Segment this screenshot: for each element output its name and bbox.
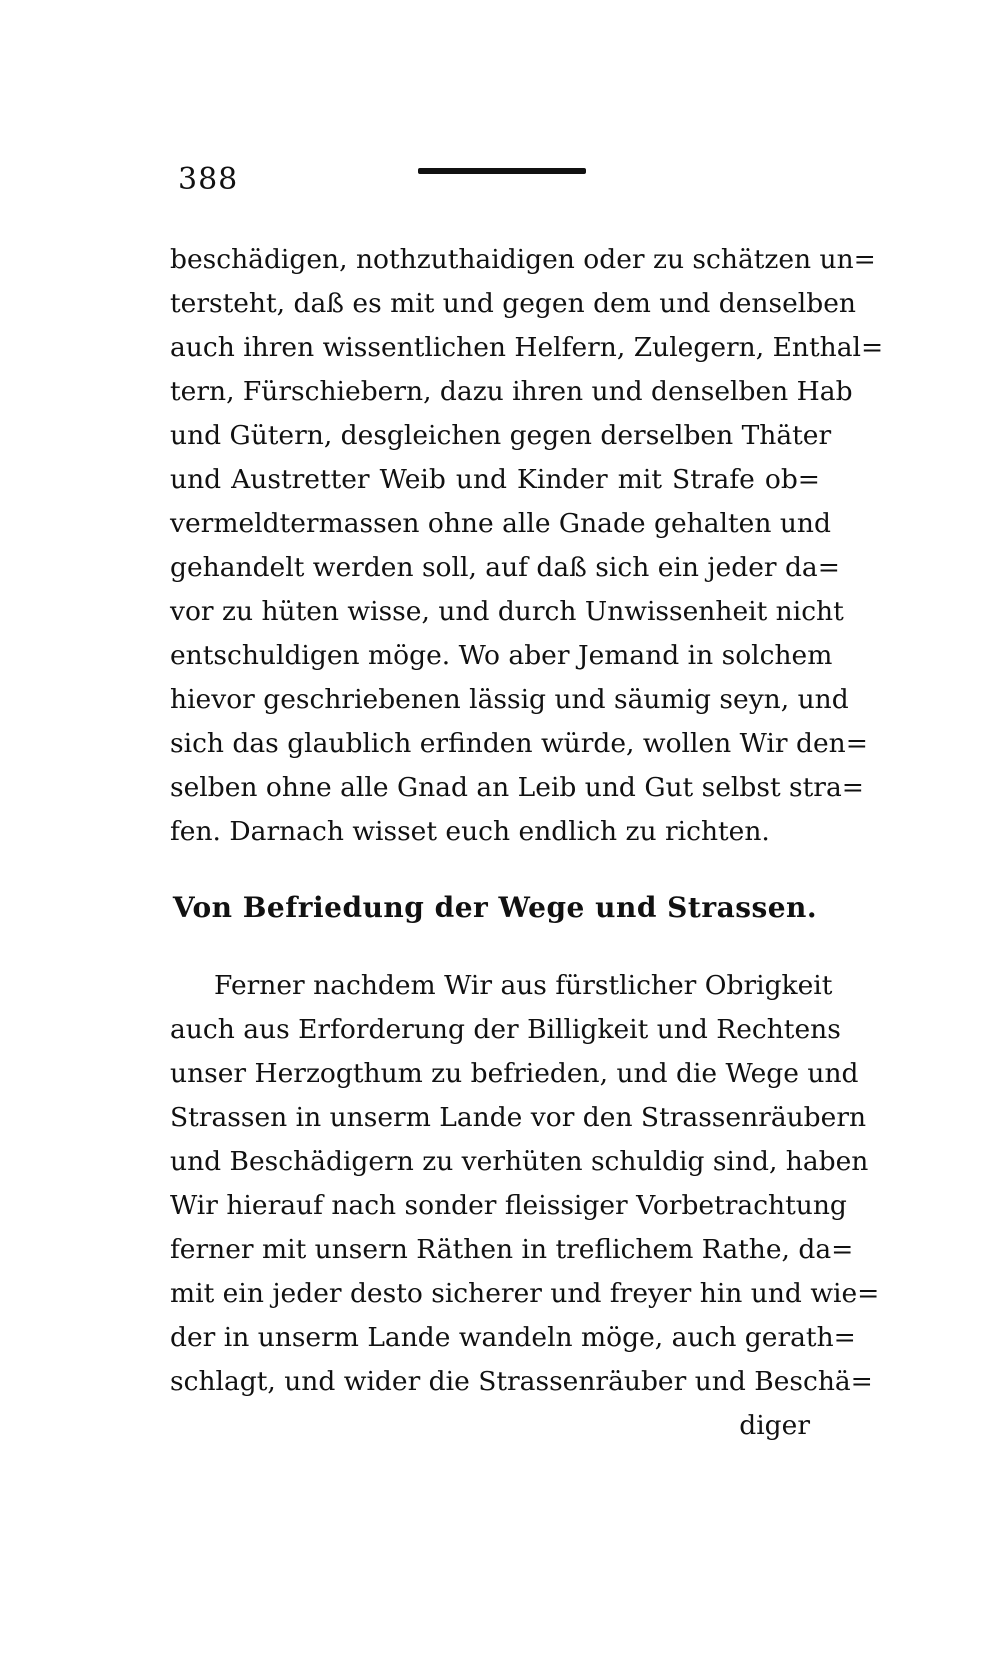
paragraph-1 xyxy=(170,238,884,854)
text-line: auch aus Erforderung der Billigkeit und Rechtens xyxy=(170,1014,841,1045)
text-line: und Austretter Weib und Kinder mit Strafe ob= xyxy=(170,464,820,495)
text-line: und Beschädigern zu verhüten schuldig sind, haben xyxy=(170,1146,869,1177)
text-line: beschädigen, nothzuthaidigen oder zu schätzen un= xyxy=(170,244,876,275)
text-line: gehandelt werden soll, auf daß sich ein jeder da= xyxy=(170,552,840,583)
text-line: hievor geschriebenen lässig und säumig seyn, und xyxy=(170,684,849,715)
text-line: unser Herzogthum zu befrieden, und die Wege und xyxy=(170,1058,859,1089)
page-header xyxy=(178,160,818,200)
text-line: tersteht, daß es mit und gegen dem und denselben xyxy=(170,288,856,319)
page-number: 388 xyxy=(178,162,239,197)
text-line: selben ohne alle Gnad an Leib und Gut selbst stra= xyxy=(170,772,864,803)
text-line: mit ein jeder desto sicherer und freyer hin und wie= xyxy=(170,1278,880,1309)
text-line: ferner mit unsern Räthen in treflichem Rathe, da= xyxy=(170,1234,854,1265)
text-line: entschuldigen möge. Wo aber Jemand in solchem xyxy=(170,640,833,671)
text-line: sich das glaublich erfinden würde, wollen Wir den= xyxy=(170,728,868,759)
text-line: vermeldtermassen ohne alle Gnade gehalten und xyxy=(170,508,831,539)
text-line: der in unserm Lande wandeln möge, auch gerath= xyxy=(170,1322,856,1353)
section-heading: Von Befriedung der Wege und Strassen. xyxy=(172,891,818,924)
text-line: auch ihren wissentlichen Helfern, Zulegern, Enthal= xyxy=(170,332,884,363)
text-line: Ferner nachdem Wir aus fürstlicher Obrigkeit xyxy=(214,970,833,1001)
text-line: und Gütern, desgleichen gegen derselben Thäter xyxy=(170,420,832,451)
text-line: vor zu hüten wisse, und durch Unwissenheit nicht xyxy=(170,596,844,627)
text-line: tern, Fürschiebern, dazu ihren und denselben Hab xyxy=(170,376,853,407)
text-line: schlagt, und wider die Strassenräuber und Beschä= xyxy=(170,1366,873,1397)
text-line: fen. Darnach wisset euch endlich zu richten. xyxy=(170,816,770,847)
body-text xyxy=(170,238,884,1448)
paragraph-2 xyxy=(170,964,880,1404)
text-line: Strassen in unserm Lande vor den Strassenräubern xyxy=(170,1102,867,1133)
text-line: Wir hierauf nach sonder fleissiger Vorbetrachtung xyxy=(170,1190,847,1221)
catchword: diger xyxy=(739,1410,810,1441)
header-rule xyxy=(418,168,586,174)
